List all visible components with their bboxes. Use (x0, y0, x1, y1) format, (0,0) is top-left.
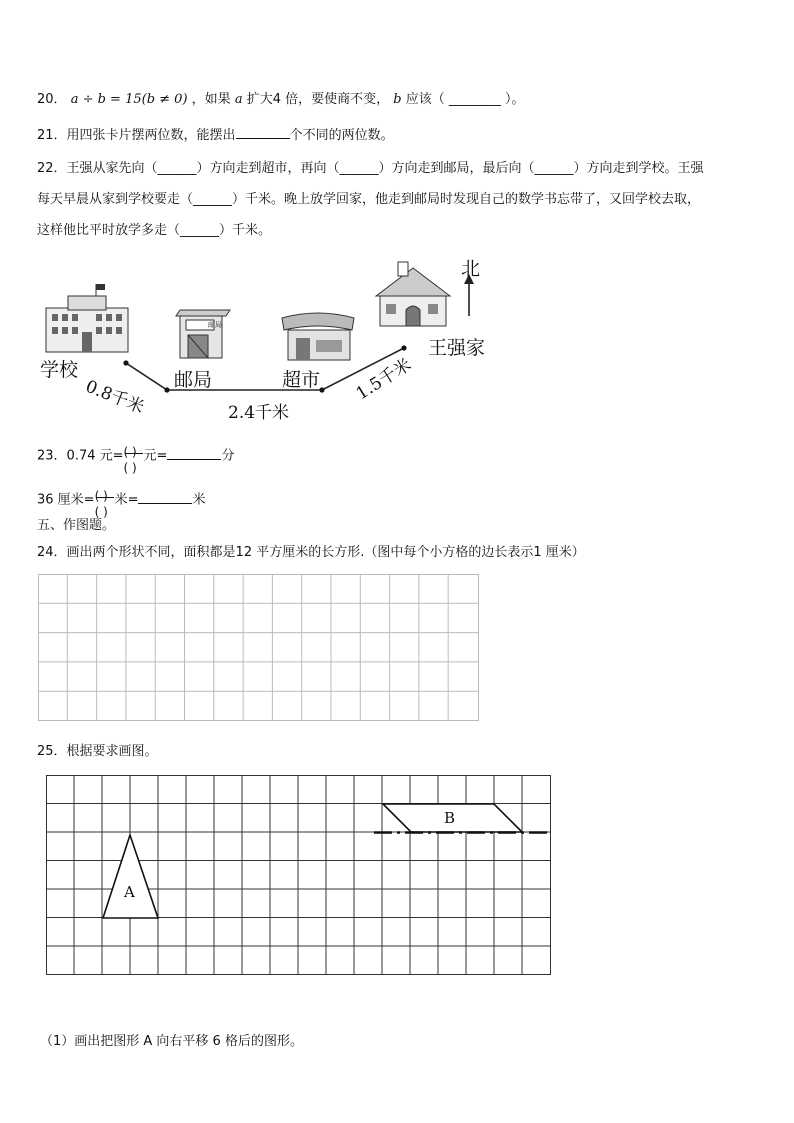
q20-number: 20． (37, 92, 67, 107)
q23-blank-2[interactable] (138, 491, 192, 504)
q20-text2: 应该（ (405, 92, 445, 107)
q23-end-1: 分 (221, 448, 235, 464)
q23-blank-1[interactable] (167, 447, 221, 460)
q21-answer-blank[interactable] (236, 126, 290, 139)
q23-end-2: 米 (192, 492, 206, 508)
distance-post-market: 2.4千米 (228, 403, 290, 423)
school-label: 学校 (40, 359, 79, 381)
q20-end: ）。 (505, 92, 525, 107)
supermarket-icon (282, 313, 354, 360)
school-icon (46, 284, 128, 352)
question-20 (37, 88, 525, 107)
q23-fraction-1[interactable]: ( ) ( ) (124, 440, 144, 472)
q20-var-b: b (393, 92, 402, 107)
north-label: 北 (461, 258, 481, 280)
q23-number: 23． (37, 448, 67, 464)
triangle-a-shape (103, 835, 158, 918)
parallelogram-b-label: B (444, 809, 456, 827)
q20-text: 扩大4 倍，要使商不变， (246, 92, 390, 107)
home-icon (376, 262, 450, 326)
supermarket-label: 超市 (282, 369, 321, 391)
q20-text-mid: ，如果 (191, 92, 231, 107)
home-point (401, 345, 406, 350)
q25-grid[interactable] (46, 775, 554, 977)
q22-line-2: 每天早晨从家到学校要走（______）千米。晚上放学回家，他走到邮局时发现自己的数学书忘带了，又回学校去取， (37, 192, 701, 207)
q22-line-3: 这样他比平时放学多走（______）千米。 (37, 223, 272, 238)
q25-subquestion-1: （1）画出把图形 A 向右平移 6 格后的图形。 (40, 1034, 303, 1049)
question-24: 24．画出两个形状不同，面积都是12 平方厘米的长方形.（图中每个小方格的边长表示1 厘米） (37, 545, 585, 560)
question-21 (37, 124, 394, 143)
school-point (123, 360, 128, 365)
q21-number: 21． (37, 128, 67, 143)
post-point (164, 387, 169, 392)
q21-text: 用四张卡片摆两位数，能摆出 (66, 128, 236, 143)
q23-value-2: 36 厘米= (37, 492, 95, 508)
triangle-a-label: A (124, 883, 135, 901)
post-office-sign: 邮局 (208, 321, 222, 329)
q23-fraction-2[interactable]: ( ) ( ) (95, 484, 115, 516)
q20-blank[interactable]: ________ (448, 92, 501, 107)
q23-unit-1: 元= (143, 448, 168, 464)
distance-school-post: 0.8千米 (82, 376, 147, 419)
q23-fraction-1-numerator: ( ) (123, 445, 137, 459)
q22-line-1: 22．王强从家先向（______）方向走到超市，再向（______）方向走到邮局，最后向（______）方向走到学校。王强 (37, 161, 704, 176)
q21-end: 个不同的两位数。 (289, 128, 394, 143)
question-23-line-2 (37, 484, 206, 519)
q23-value-1: 0.74 元= (66, 448, 124, 464)
post-office-label: 邮局 (174, 369, 213, 391)
post-office-icon (176, 310, 230, 358)
q20-var-a: a (234, 92, 243, 107)
home-label: 王强家 (428, 337, 486, 359)
q23-fraction-2-numerator: ( ) (94, 489, 108, 503)
market-point (319, 387, 324, 392)
q23-unit-2: 米= (114, 492, 139, 508)
q24-grid[interactable] (38, 574, 480, 722)
question-25: 25．根据要求画图。 (37, 744, 158, 759)
section-5-title: 五、作图题。 (37, 518, 116, 533)
q20-expression: a ÷ b = 15(b ≠ 0) (70, 92, 188, 107)
question-23-line-1 (37, 440, 235, 475)
distance-market-home: 1.5千米 (352, 354, 416, 405)
